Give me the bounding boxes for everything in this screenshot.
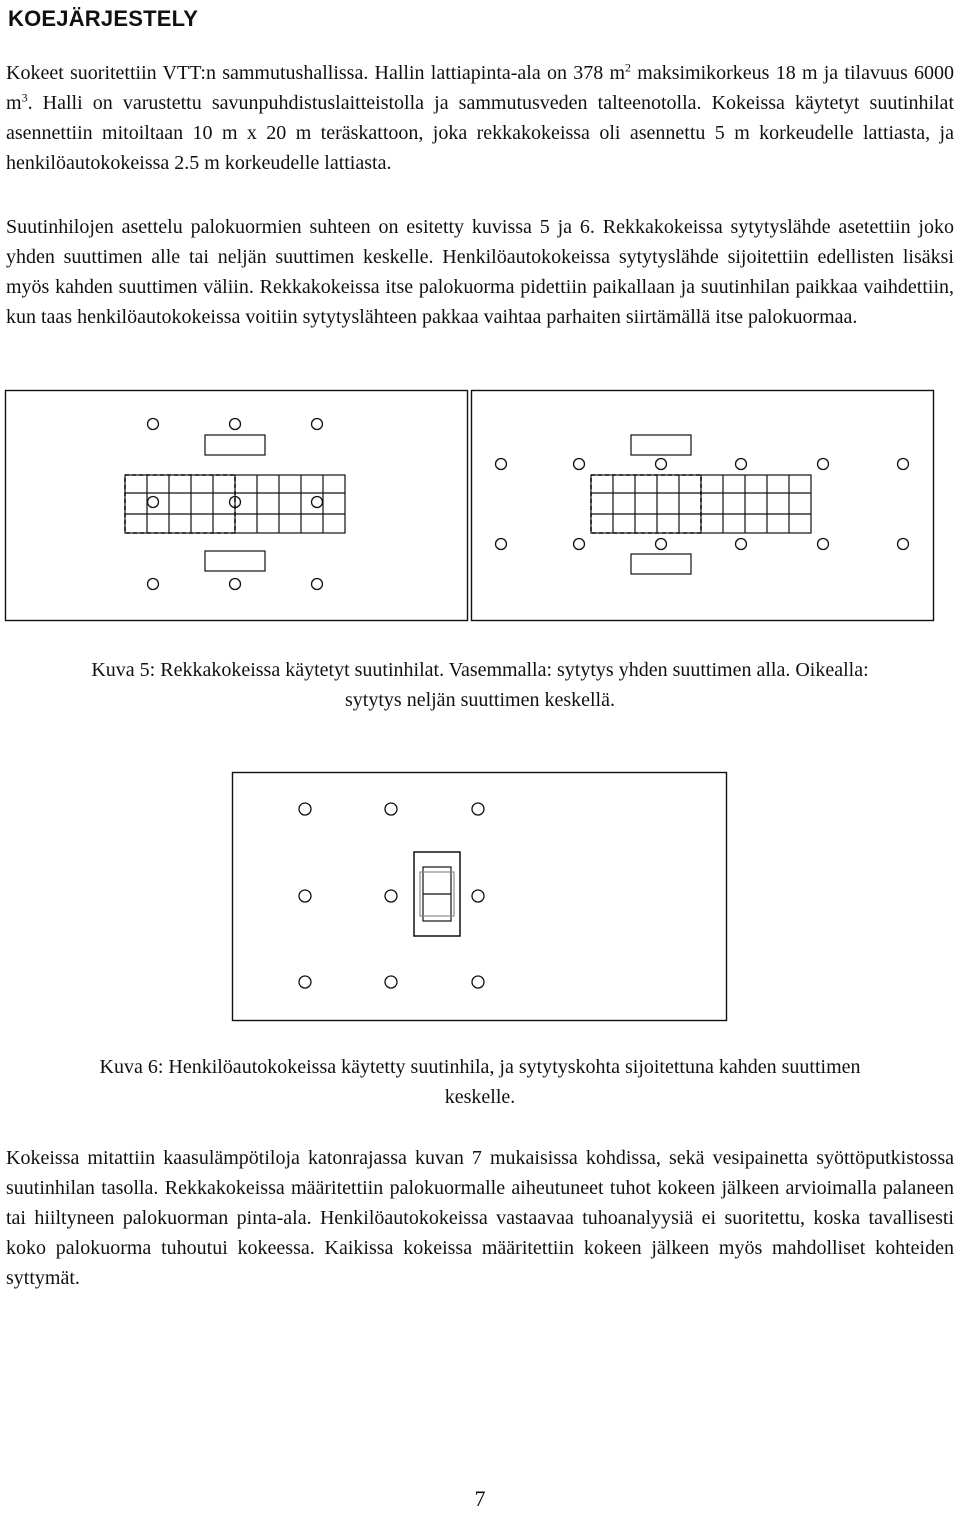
paragraph-nozzle-layout: Suutinhilojen asettelu palokuormien suhteen on esitetty kuvissa 5 ja 6. Rekkakokeissa sytytyslähde asetettiin joko yhden suuttimen alle tai neljän suuttimen keskelle. Henkilöautokokeissa sytytyslähde sijoitettiin edellisten lisäksi myös kahden suuttimen väliin. Rekkakokeissa itse palokuorma pidettiin paikallaan ja suutinhilan paikkaa vaihdettiin, kun taas henkilöautokokeissa voitiin sytytyslähteen pakkaa vaihtaa parhaiten siirtämällä itse palokuormaa.: [6, 216, 954, 328]
nozzle: [574, 539, 585, 550]
section-heading: KOEJÄRJESTELY: [8, 6, 199, 31]
nozzle: [299, 803, 311, 815]
nozzle: [736, 459, 747, 470]
figure-5-caption-line-1: Kuva 5: Rekkakokeissa käytetyt suutinhilat. Vasemmalla: sytytys yhden suuttimen alla. Oikealla:: [91, 659, 869, 681]
paragraph-hall-description: [6, 58, 954, 178]
nozzle: [299, 890, 311, 902]
figure-5-left: [5, 390, 469, 622]
p1-text-c: . Halli on varustettu savunpuhdistuslaitteistolla ja sammutusveden talteenotolla. Kokeissa käytetyt suutinhilat asennettiin mitoiltaan 10 m x 20 m teräskattoon, joka rekkakokeissa oli asennettu 5 m korkeudelle lattiasta, ja henkilöautokokeissa 2.5 m korkeudelle lattiasta.: [6, 92, 954, 174]
nozzle: [574, 459, 585, 470]
ceiling-outline: [472, 391, 934, 621]
figure-5-caption: [0, 655, 960, 715]
figure-5-right: [471, 390, 935, 622]
page-number: 7: [474, 1486, 486, 1511]
nozzle: [472, 976, 484, 988]
ceiling-outline: [233, 773, 727, 1021]
nozzle: [312, 579, 323, 590]
nozzle: [299, 976, 311, 988]
p1-text-a: Kokeet suoritettiin VTT:n sammutushallissa. Hallin lattiapinta-ala on 378 m: [6, 62, 626, 84]
figure-5-left-diagram: [5, 390, 469, 622]
figure-6-caption-line-2: keskelle.: [444, 1086, 516, 1108]
p1-text-b: maksimikorkeus 18 m ja tilavuus 6000 m: [6, 62, 954, 114]
nozzle: [148, 579, 159, 590]
nozzle: [898, 539, 909, 550]
nozzle: [472, 803, 484, 815]
ceiling-outline: [6, 391, 468, 621]
nozzle: [898, 459, 909, 470]
figure-5-caption-line-2: sytytys neljän suuttimen keskellä.: [345, 689, 615, 711]
nozzle: [230, 419, 241, 430]
nozzle: [312, 497, 323, 508]
nozzle: [148, 419, 159, 430]
nozzle: [230, 579, 241, 590]
figure-6-caption-line-1: Kuva 6: Henkilöautokokeissa käytetty suutinhila, ja sytytyskohta sijoitettuna kahden suuttimen: [99, 1056, 861, 1078]
nozzle: [736, 539, 747, 550]
nozzle: [656, 539, 667, 550]
p1-sup-area: 2: [625, 60, 632, 75]
nozzle: [385, 890, 397, 902]
nozzle: [312, 419, 323, 430]
nozzle: [496, 539, 507, 550]
nozzle: [818, 539, 829, 550]
nozzle: [148, 497, 159, 508]
car-fuel-load: [414, 852, 460, 936]
paragraph-measurements: Kokeissa mitattiin kaasulämpötiloja katonrajassa kuvan 7 mukaisissa kohdissa, sekä vesipainetta syöttöputkistossa suutinhilan tasolla. Rekkakokeissa määritettiin palokuormalle aiheutuneet tuhot kokeen jälkeen arvioimalla palaneen tai hiiltyneen palokuorman pinta-ala. Henkilöautokokeissa vastaavaa tuhoanalyysiä ei suoritettu, koska tavallisesti koko palokuorma tuhoutui kokeessa. Kaikissa kokeissa määritettiin kokeen jälkeen myös mahdolliset kohteiden syttymät.: [6, 1147, 954, 1289]
nozzle: [496, 459, 507, 470]
figure-6-diagram: [232, 772, 728, 1022]
nozzle: [656, 459, 667, 470]
figure-5-right-diagram: [471, 390, 935, 622]
p1-sup-volume: 3: [21, 90, 28, 105]
nozzle: [385, 976, 397, 988]
figure-6-caption: [0, 1052, 960, 1112]
figure-6: [232, 772, 728, 1022]
nozzle: [818, 459, 829, 470]
nozzle: [385, 803, 397, 815]
nozzle: [472, 890, 484, 902]
truck-fuel-load: [591, 435, 811, 574]
